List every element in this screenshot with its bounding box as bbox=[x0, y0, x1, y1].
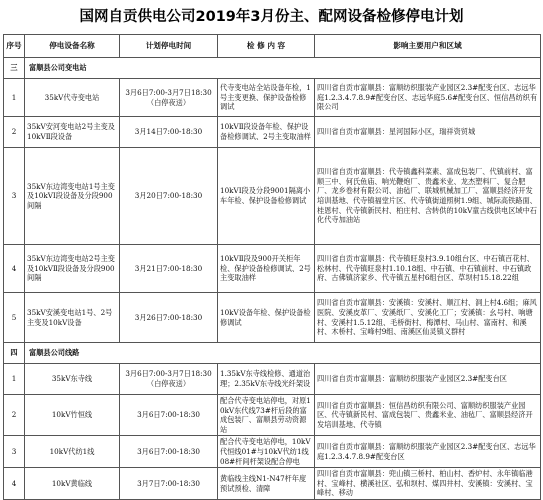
cell-device: 35kV东边湾变电站2号主变及10kVⅡ段设备及分段900间隔 bbox=[25, 245, 120, 293]
table-row bbox=[4, 364, 541, 395]
cell-time: 3月6日7:00-18:30 bbox=[120, 436, 218, 468]
header-time: 计划停电时间 bbox=[120, 35, 218, 58]
cell-area: 四川省自贡市富顺县：兜山镇三桥村、柏山村、香炉村、永年镇临港村、宝峰村、横溪社区、弘和坝村、煤四井村、安溪镇：安溪村、宝峰村、移动 bbox=[315, 468, 541, 500]
section-label: 富顺县公司变电站 bbox=[25, 58, 541, 79]
cell-device: 35kV安溪变电站1号、2号主变及10kV设备 bbox=[25, 293, 120, 343]
cell-work: 配合代寺变电站停电，10kV代恒线01#与10kV代纺1线08#杆间杆架设配合停电 bbox=[218, 436, 315, 468]
cell-work: 1.35kV东寺线检修、通道治理；2.35kV东寺线光纤架设 bbox=[218, 364, 315, 395]
cell-device: 10kV代纺1线 bbox=[25, 436, 120, 468]
cell-area: 四川省自贡市富顺县：恒信昌纺织有限公司、富顺纺织服装产业园区、代寺镇新民村、富成包装厂、贵鑫米业、油毡厂、富顺县经济开发培训基地、代寺镇 bbox=[315, 395, 541, 436]
cell-work: 代寺变电站全站设备年检，1号主变更换、保护设备检修调试 bbox=[218, 79, 315, 117]
section-row bbox=[4, 343, 541, 364]
cell-no: 5 bbox=[4, 293, 25, 343]
cell-time: 3月14日7:00-18:30 bbox=[120, 117, 218, 148]
section-row bbox=[4, 58, 541, 79]
cell-time: 3月7日7:00-18:30 bbox=[120, 468, 218, 500]
cell-area: 四川省自贡市富顺县：富顺纺织服装产业园区2.3#配变台区、志远华庭1.2.3.4.7.8.9#配变台区 bbox=[315, 436, 541, 468]
cell-device: 35kV东寺线 bbox=[25, 364, 120, 395]
cell-area: 四川省自贡市富顺县：星河国际小区，瑞祥资贸城 bbox=[315, 117, 541, 148]
table-row bbox=[4, 79, 541, 117]
table-row bbox=[4, 436, 541, 468]
cell-area: 四川省自贡市富顺县：代寺镇鑫科菜素、富成包装厂、代镇前村、富顺三中、何氏鱼庙、响光鞭炮厂、贵鑫米业、龙杰塑料厂、复合肥厂、龙乡卷材有限公司、油毡厂、联城机械加工厂、富顺县经济开发培训基地、代寺镇福堂片区、代寺镇街道照树1.9组、城际高铁路面、桂恩村、代寺镇新民村、柏庄村、含转供的10kV童古线供电区域中石化代寺加油站 bbox=[315, 148, 541, 245]
cell-no: 3 bbox=[4, 436, 25, 468]
section-id: 三 bbox=[4, 58, 25, 79]
section-label: 富顺县公司线路 bbox=[25, 343, 541, 364]
table-header-row bbox=[4, 35, 541, 58]
header-area: 影响主要用户和区域 bbox=[315, 35, 541, 58]
header-no: 序号 bbox=[4, 35, 25, 58]
outage-plan-table bbox=[3, 34, 541, 500]
cell-no: 4 bbox=[4, 245, 25, 293]
cell-area: 四川省自贡市富顺县：代寺镇旺泉村3.9.10组台区、中石镇百花村、松林村、代寺镇旺泉村1.10.18组、中石镇、中石镇前村、中石镇政府、古佛镇济家乡、代寺镇五星村6组台区、草坝村15.18.22组 bbox=[315, 245, 541, 293]
cell-no: 4 bbox=[4, 468, 25, 500]
cell-time: 3月20日7:00-18:30 bbox=[120, 148, 218, 245]
cell-time: 3月6日7:00-3月7日18:30（白停夜送） bbox=[120, 79, 218, 117]
cell-work: 10kV设备年检、保护设备检修调试 bbox=[218, 293, 315, 343]
cell-area: 四川省自贡市富顺县：安溪镇：安溪村、顺江村、洞上村4.6组；麻风医院、安溪皮革厂、安溪纸厂、安溪化工厂；安溪镇：幺号村、响塘村、安溪村1.5.12组、毛桥街村、梅潭村、马山村、富南村、和溪村、木桥村、宝峰村9组、南溪区仙灵镇义群村 bbox=[315, 293, 541, 343]
cell-work: 10kVⅠ段及分段9001隔离小车年检、保护设备检修调试 bbox=[218, 148, 315, 245]
cell-device: 10kV竹恒线 bbox=[25, 395, 120, 436]
table-row bbox=[4, 293, 541, 343]
cell-no: 1 bbox=[4, 364, 25, 395]
cell-no: 2 bbox=[4, 117, 25, 148]
header-device: 停电设备名称 bbox=[25, 35, 120, 58]
cell-device: 35kV安河变电站2号主变及10kVⅡ段设备 bbox=[25, 117, 120, 148]
section-id: 四 bbox=[4, 343, 25, 364]
cell-area: 四川省自贡市富顺县：富顺纺织服装产业园区2.3#配变台区 bbox=[315, 364, 541, 395]
cell-device: 35kV东边湾变电站1号主变及10kVⅠ段设备及分段900间隔 bbox=[25, 148, 120, 245]
table-row bbox=[4, 245, 541, 293]
cell-time: 3月21日7:00-18:30 bbox=[120, 245, 218, 293]
header-work: 检 修 内 容 bbox=[218, 35, 315, 58]
cell-work: 黄临线主线N1-N47杆年度预试预检、清障 bbox=[218, 468, 315, 500]
cell-work: 10kVⅡ段设备年检、保护设备检修调试、2号主变取油样 bbox=[218, 117, 315, 148]
cell-work: 10kVⅡ段及900开关柜年检、保护设备检修调试、2号主变取油样 bbox=[218, 245, 315, 293]
cell-device: 10kV黄临线 bbox=[25, 468, 120, 500]
cell-work: 配合代寺变电站停电，对原10kV东代线73#杆后段的富成包装厂、富顺县劳动资源站 bbox=[218, 395, 315, 436]
cell-no: 1 bbox=[4, 79, 25, 117]
cell-no: 3 bbox=[4, 148, 25, 245]
cell-time: 3月6日7:00-3月7日18:30（白停夜送） bbox=[120, 364, 218, 395]
cell-device: 35kV代寺变电站 bbox=[25, 79, 120, 117]
cell-time: 3月6日7:00-18:30 bbox=[120, 395, 218, 436]
cell-no: 2 bbox=[4, 395, 25, 436]
document-title: 国网自贡供电公司2019年3月份主、配网设备检修停电计划 bbox=[79, 9, 464, 25]
table-row bbox=[4, 148, 541, 245]
cell-area: 四川省自贡市富顺县：富顺纺织服装产业园区2.3#配变台区、志远华庭1.2.3.4.7.8.9#配变台区、志远华庭5.6#配变台区、恒信昌纺织有限公司 bbox=[315, 79, 541, 117]
table-row bbox=[4, 395, 541, 436]
table-row bbox=[4, 117, 541, 148]
cell-time: 3月26日7:00-18:30 bbox=[120, 293, 218, 343]
table-row bbox=[4, 468, 541, 500]
